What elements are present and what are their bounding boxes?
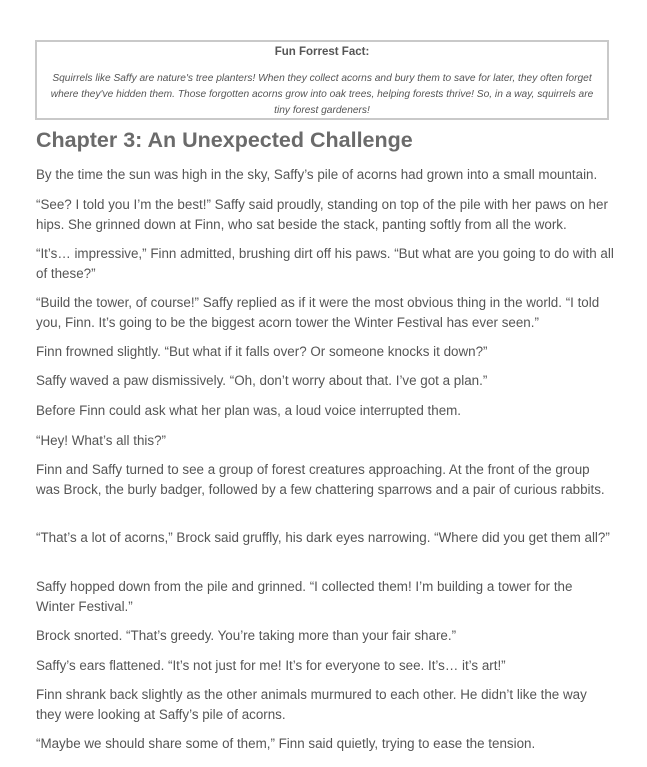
paragraph: “See? I told you I’m the best!” Saffy said proudly, standing on top of the pile with her paws on her hips. She grinned down at Finn, who sat beside the stack, panting softly from all the work. [36,197,608,232]
paragraph: “Maybe we should share some of them,” Finn said quietly, trying to ease the tension. [36,736,536,751]
paragraph: “That’s a lot of acorns,” Brock said gruffly, his dark eyes narrowing. “Where did you get them all?” [36,530,610,545]
paragraph: By the time the sun was high in the sky, Saffy’s pile of acorns had grown into a small mountain. [36,167,598,182]
paragraph: “Hey! What’s all this?” [36,433,166,448]
fun-fact-box [35,40,609,120]
paragraph: “Build the tower, of course!” Saffy replied as if it were the most obvious thing in the world. “I told you, Finn. It’s going to be the biggest acorn tower the Winter Festival has ever seen.” [36,295,600,330]
paragraph: Saffy hopped down from the pile and grinned. “I collected them! I’m building a tower for the Winter Festival.” [36,579,573,614]
chapter-title: Chapter 3: An Unexpected Challenge [36,128,413,152]
fun-fact-text: Squirrels like Saffy are nature's tree planters! When they collect acorns and bury them to save for later, they often forget where they've hidden them. Those forgotten acorns grow into oak trees, helping forests thrive! So, in a way, squirrels are tiny forest gardeners! [50,73,594,116]
paragraph: Saffy waved a paw dismissively. “Oh, don’t worry about that. I’ve got a plan.” [36,373,488,388]
paragraph: Finn frowned slightly. “But what if it falls over? Or someone knocks it down?” [36,344,488,359]
paragraph: Brock snorted. “That’s greedy. You’re taking more than your fair share.” [36,628,457,643]
paragraph: Finn shrank back slightly as the other animals murmured to each other. He didn’t like the way they were looking at Saffy’s pile of acorns. [36,687,587,722]
fun-fact-title: Fun Forrest Fact: [274,46,370,58]
paragraph: Finn and Saffy turned to see a group of forest creatures approaching. At the front of the group was Brock, the burly badger, followed by a few chattering sparrows and a pair of curious rabbits. [36,462,605,497]
paragraph: Saffy’s ears flattened. “It’s not just for me! It’s for everyone to see. It’s… it’s art!” [36,658,506,673]
paragraph: “It’s… impressive,” Finn admitted, brushing dirt off his paws. “But what are you going to do with all of these?” [36,246,614,281]
paragraph: Before Finn could ask what her plan was, a loud voice interrupted them. [36,403,462,418]
